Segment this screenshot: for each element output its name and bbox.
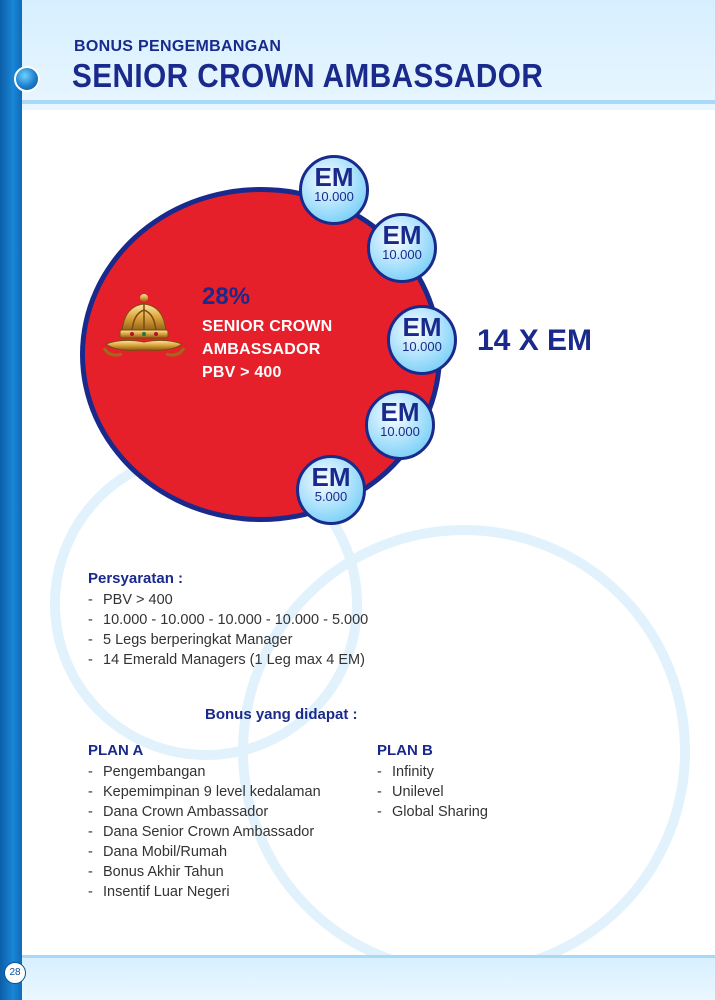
list-item: - Global Sharing: [377, 802, 488, 822]
em-label: EM: [311, 462, 351, 492]
em-value: 10.000: [380, 424, 420, 439]
page-title: SENIOR CROWN AMBASSADOR: [72, 57, 544, 94]
em-multiplier: 14 X EM: [477, 324, 593, 357]
list-item: - Bonus Akhir Tahun: [88, 862, 321, 882]
em-value: 10.000: [314, 189, 354, 204]
plan-a-list: [88, 762, 321, 902]
em-label: EM: [314, 162, 354, 192]
footer-divider: [22, 955, 715, 958]
em-value: 5.000: [314, 489, 348, 504]
bonus-percentage: 28%: [202, 283, 251, 310]
rank-label-line-1: SENIOR CROWN: [202, 318, 333, 335]
list-item: - Kepemimpinan 9 level kedalaman: [88, 782, 321, 802]
list-item: - Pengembangan: [88, 762, 321, 782]
footer-band: [22, 955, 715, 1000]
plan-b-list: [377, 762, 488, 822]
plan-a-title: PLAN A: [88, 742, 144, 759]
em-circle: [367, 213, 437, 283]
rank-requirement: PBV > 400: [202, 364, 282, 381]
list-item: - Dana Mobil/Rumah: [88, 842, 321, 862]
crown-icon: [102, 292, 186, 364]
list-item: - 10.000 - 10.000 - 10.000 - 10.000 - 5.000: [88, 610, 368, 630]
em-circle: [365, 390, 435, 460]
list-item: - Dana Crown Ambassador: [88, 802, 321, 822]
em-circle: [299, 155, 369, 225]
page-number: 28: [4, 962, 26, 984]
em-value: 10.000: [402, 339, 442, 354]
list-item: - Insentif Luar Negeri: [88, 882, 321, 902]
list-item: - 14 Emerald Managers (1 Leg max 4 EM): [88, 650, 368, 670]
requirements-list: [88, 590, 368, 670]
plan-b-title: PLAN B: [377, 742, 433, 759]
list-item: - Infinity: [377, 762, 488, 782]
header-divider: [22, 100, 715, 104]
left-color-bar: [0, 0, 22, 1000]
em-label: EM: [380, 397, 420, 427]
requirements-heading: Persyaratan :: [88, 570, 184, 587]
em-label: EM: [382, 220, 422, 250]
em-value: 10.000: [382, 247, 422, 262]
list-item: - PBV > 400: [88, 590, 368, 610]
em-circle: [296, 455, 366, 525]
page-subtitle: BONUS PENGEMBANGAN: [74, 38, 282, 55]
em-label: EM: [402, 312, 442, 342]
list-item: - Dana Senior Crown Ambassador: [88, 822, 321, 842]
rank-label-line-2: AMBASSADOR: [202, 341, 321, 358]
list-item: - 5 Legs berperingkat Manager: [88, 630, 368, 650]
list-item: - Unilevel: [377, 782, 488, 802]
em-circle: [387, 305, 457, 375]
bullet-dot-icon: [14, 66, 40, 92]
bonus-heading: Bonus yang didapat :: [205, 706, 358, 723]
